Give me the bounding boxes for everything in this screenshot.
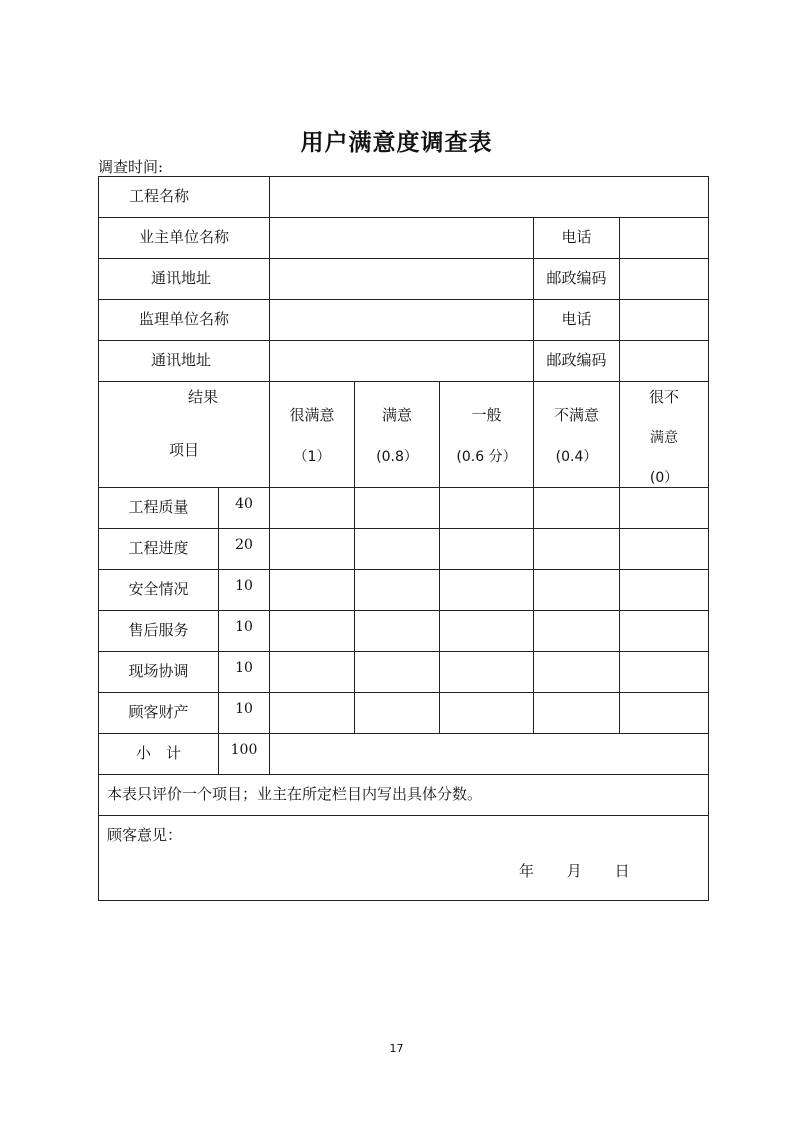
owner-phone-field[interactable]: [620, 218, 709, 259]
score-cell[interactable]: [355, 488, 440, 529]
supervisor-postcode-label: 邮政编码: [546, 351, 607, 369]
score-cell[interactable]: [440, 488, 534, 529]
score-cell[interactable]: [620, 652, 709, 693]
score-cell[interactable]: [270, 570, 355, 611]
score-cell[interactable]: [620, 488, 709, 529]
item-row-after-sales: [99, 611, 709, 652]
item-weight: 10: [235, 619, 253, 635]
score-cell[interactable]: [534, 652, 620, 693]
score-cell[interactable]: [270, 529, 355, 570]
owner-address-field[interactable]: [270, 259, 534, 300]
date-line: [519, 860, 658, 881]
owner-postcode-label: 邮政编码: [546, 269, 607, 287]
rating-very-dissatisfied: 很不 满意 (0）: [620, 382, 709, 488]
owner-unit-field[interactable]: [270, 218, 534, 259]
item-name: 工程质量: [128, 498, 189, 516]
result-label: 结果: [188, 388, 219, 406]
month-label: 月: [566, 862, 582, 880]
score-cell[interactable]: [620, 611, 709, 652]
item-weight: 10: [235, 578, 253, 594]
item-row-progress: [99, 529, 709, 570]
owner-phone-label: 电话: [561, 228, 592, 246]
item-weight: 40: [235, 496, 253, 512]
item-name: 安全情况: [128, 580, 189, 598]
owner-address-label: 通讯地址: [151, 269, 212, 287]
info-row-supervisor-address: [99, 341, 709, 382]
info-row-owner-unit: [99, 218, 709, 259]
score-cell[interactable]: [534, 529, 620, 570]
rating-header-row: [99, 382, 709, 488]
info-row-supervisor-unit: [99, 300, 709, 341]
survey-time-label: 调查时间:: [98, 158, 164, 176]
item-row-customer-property: [99, 693, 709, 734]
owner-postcode-field[interactable]: [620, 259, 709, 300]
subtotal-field[interactable]: [270, 734, 709, 775]
item-name: 售后服务: [128, 621, 189, 639]
score-cell[interactable]: [620, 570, 709, 611]
item-label: 项目: [169, 441, 200, 459]
score-cell[interactable]: [534, 693, 620, 734]
score-cell[interactable]: [270, 693, 355, 734]
day-label: 日: [614, 862, 630, 880]
survey-table: [98, 176, 709, 901]
item-name: 工程进度: [128, 539, 189, 557]
score-cell[interactable]: [534, 488, 620, 529]
year-label: 年: [519, 862, 535, 880]
score-cell[interactable]: [355, 693, 440, 734]
note-row: [99, 775, 709, 816]
item-weight: 10: [235, 701, 253, 717]
score-cell[interactable]: [440, 611, 534, 652]
score-cell[interactable]: [534, 570, 620, 611]
score-cell[interactable]: [270, 488, 355, 529]
project-name-label: 工程名称: [129, 187, 190, 205]
page-title: 用户满意度调查表: [300, 130, 493, 156]
item-name: 顾客财产: [128, 703, 189, 721]
project-name-label-cell: [99, 177, 270, 218]
subtotal-row: [99, 734, 709, 775]
rating-dissatisfied: 不满意 (0.4）: [534, 382, 620, 488]
score-cell[interactable]: [440, 570, 534, 611]
score-cell[interactable]: [620, 529, 709, 570]
header-corner-cell: [99, 382, 270, 488]
item-weight: 20: [235, 537, 253, 553]
supervisor-phone-label: 电话: [561, 310, 592, 328]
rating-average: 一般 (0.6 分）: [440, 382, 534, 488]
supervisor-postcode-field[interactable]: [620, 341, 709, 382]
score-cell[interactable]: [355, 652, 440, 693]
score-cell[interactable]: [620, 693, 709, 734]
score-cell[interactable]: [440, 652, 534, 693]
item-row-coordination: [99, 652, 709, 693]
score-cell[interactable]: [355, 529, 440, 570]
rating-satisfied: 满意 (0.8）: [355, 382, 440, 488]
subtotal-label: 小 计: [135, 744, 181, 762]
supervisor-phone-field[interactable]: [620, 300, 709, 341]
opinion-field[interactable]: [99, 816, 709, 901]
opinion-row: [99, 816, 709, 901]
note-text: 本表只评价一个项目；业主在所定栏目内写出具体分数。: [107, 785, 483, 803]
rating-very-satisfied: 很满意 （1）: [270, 382, 355, 488]
page-number: 17: [389, 1042, 404, 1055]
score-cell[interactable]: [440, 529, 534, 570]
score-cell[interactable]: [534, 611, 620, 652]
project-name-field[interactable]: [270, 177, 709, 218]
owner-unit-label: 业主单位名称: [139, 228, 230, 246]
score-cell[interactable]: [270, 652, 355, 693]
supervisor-unit-label: 监理单位名称: [139, 310, 230, 328]
supervisor-unit-field[interactable]: [270, 300, 534, 341]
score-cell[interactable]: [355, 570, 440, 611]
item-row-safety: [99, 570, 709, 611]
item-row-quality: [99, 488, 709, 529]
item-name: 现场协调: [128, 662, 189, 680]
info-row-project-name: [99, 177, 709, 218]
supervisor-address-label: 通讯地址: [151, 351, 212, 369]
item-weight: 10: [235, 660, 253, 676]
info-row-owner-address: [99, 259, 709, 300]
opinion-label: 顾客意见：: [107, 826, 183, 844]
score-cell[interactable]: [355, 611, 440, 652]
score-cell[interactable]: [440, 693, 534, 734]
supervisor-address-field[interactable]: [270, 341, 534, 382]
score-cell[interactable]: [270, 611, 355, 652]
subtotal-weight: 100: [230, 742, 258, 758]
